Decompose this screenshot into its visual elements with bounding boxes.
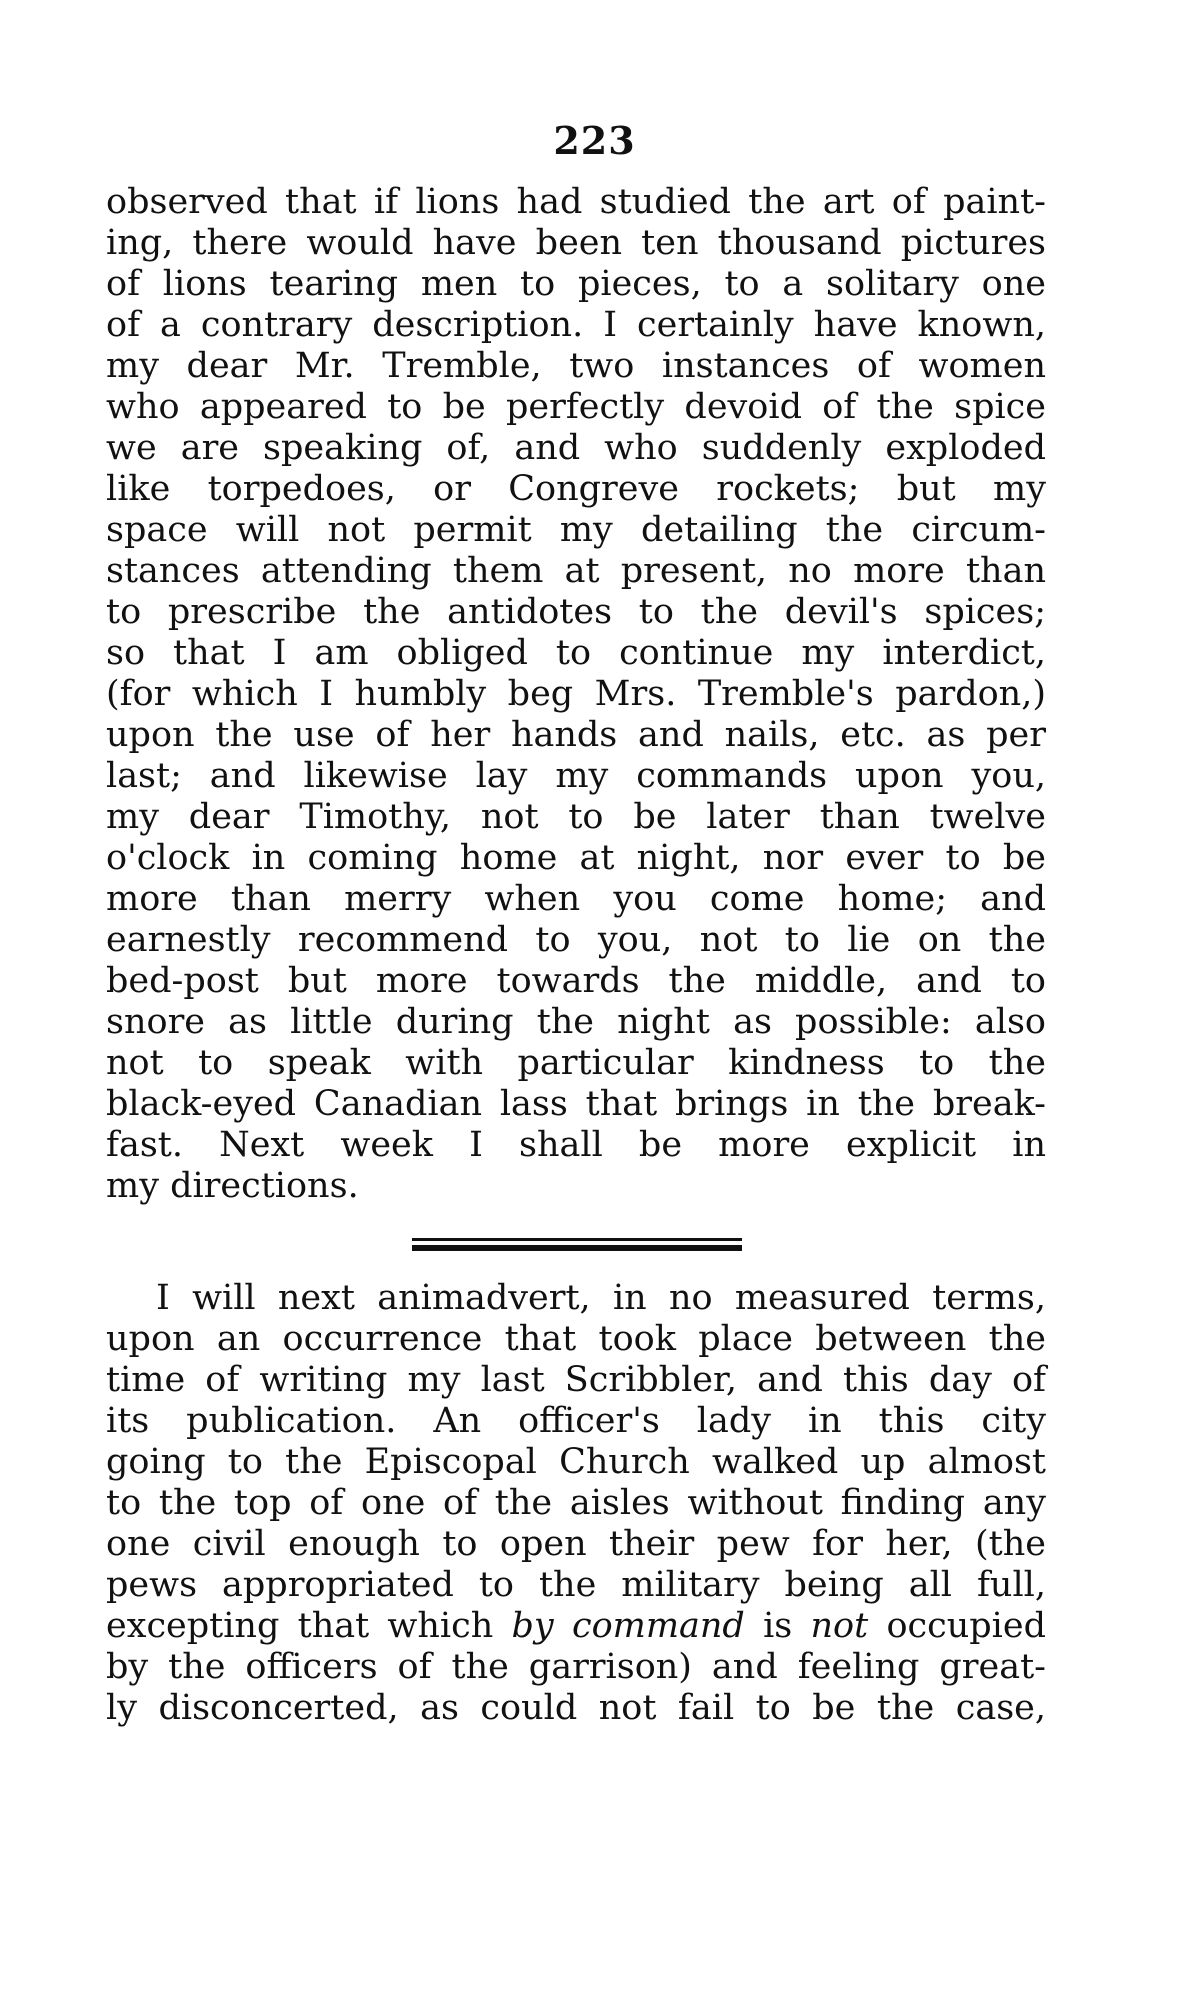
text-line: pews appropriated to the military being all full, <box>106 1565 1046 1605</box>
text-line: observed that if lions had studied the art of paint- <box>106 182 1046 222</box>
text-run: occupied <box>868 1606 1046 1646</box>
text-line: upon the use of her hands and nails, etc. as per <box>106 715 1046 755</box>
text-line: I will next animadvert, in no measured terms, <box>156 1278 1046 1318</box>
text-line: fast. Next week I shall be more explicit in <box>106 1125 1046 1165</box>
text-line: one civil enough to open their pew for her, (the <box>106 1524 1046 1564</box>
text-line: like torpedoes, or Congreve rockets; but my <box>106 469 1046 509</box>
section-divider <box>412 1238 742 1251</box>
text-line: who appeared to be perfectly devoid of the spice <box>106 387 1046 427</box>
divider-thick-line <box>412 1245 742 1251</box>
text-line: its publication. An officer's lady in this city <box>106 1401 1046 1441</box>
text-run: excepting that which <box>106 1606 512 1646</box>
text-line: my dear Mr. Tremble, two instances of women <box>106 346 1046 386</box>
text-line: to the top of one of the aisles without finding any <box>106 1483 1046 1523</box>
text-line: black-eyed Canadian lass that brings in the break- <box>106 1084 1046 1124</box>
text-line: to prescribe the antidotes to the devil's spices; <box>106 592 1046 632</box>
paragraph-1 <box>106 182 1046 1207</box>
text-line: bed-post but more towards the middle, and to <box>106 961 1046 1001</box>
text-line: space will not permit my detailing the circum- <box>106 510 1046 550</box>
text-line: snore as little during the night as possible: also <box>106 1002 1046 1042</box>
text-line: ing, there would have been ten thousand pictures <box>106 223 1046 263</box>
text-line: upon an occurrence that took place between the <box>106 1319 1046 1359</box>
text-line: by the officers of the garrison) and feeling great- <box>106 1647 1046 1687</box>
text-line: last; and likewise lay my commands upon you, <box>106 756 1046 796</box>
text-line: so that I am obliged to continue my interdict, <box>106 633 1046 673</box>
text-line: more than merry when you come home; and <box>106 879 1046 919</box>
text-line: stances attending them at present, no more than <box>106 551 1046 591</box>
text-line: my directions. <box>106 1166 359 1206</box>
text-line: o'clock in coming home at night, nor ever to be <box>106 838 1046 878</box>
text-line: ly disconcerted, as could not fail to be the case, <box>106 1688 1046 1728</box>
italic-text: by command <box>511 1606 745 1646</box>
text-line: my dear Timothy, not to be later than twelve <box>106 797 1046 837</box>
text-line: we are speaking of, and who suddenly exploded <box>106 428 1046 468</box>
paragraph-2 <box>106 1278 1046 1729</box>
text-line: (for which I humbly beg Mrs. Tremble's pardon,) <box>106 674 1046 714</box>
text-run: is <box>744 1606 811 1646</box>
italic-text: not <box>810 1606 869 1646</box>
divider-thin-line <box>412 1238 742 1241</box>
text-line: of a contrary description. I certainly have known, <box>106 305 1046 345</box>
page-number: 223 <box>553 118 636 163</box>
text-line-with-italics <box>106 1606 1046 1647</box>
text-line: of lions tearing men to pieces, to a solitary one <box>106 264 1046 304</box>
text-line: going to the Episcopal Church walked up almost <box>106 1442 1046 1482</box>
text-line: not to speak with particular kindness to the <box>106 1043 1046 1083</box>
text-line: earnestly recommend to you, not to lie on the <box>106 920 1046 960</box>
text-line: time of writing my last Scribbler, and this day of <box>106 1360 1046 1400</box>
